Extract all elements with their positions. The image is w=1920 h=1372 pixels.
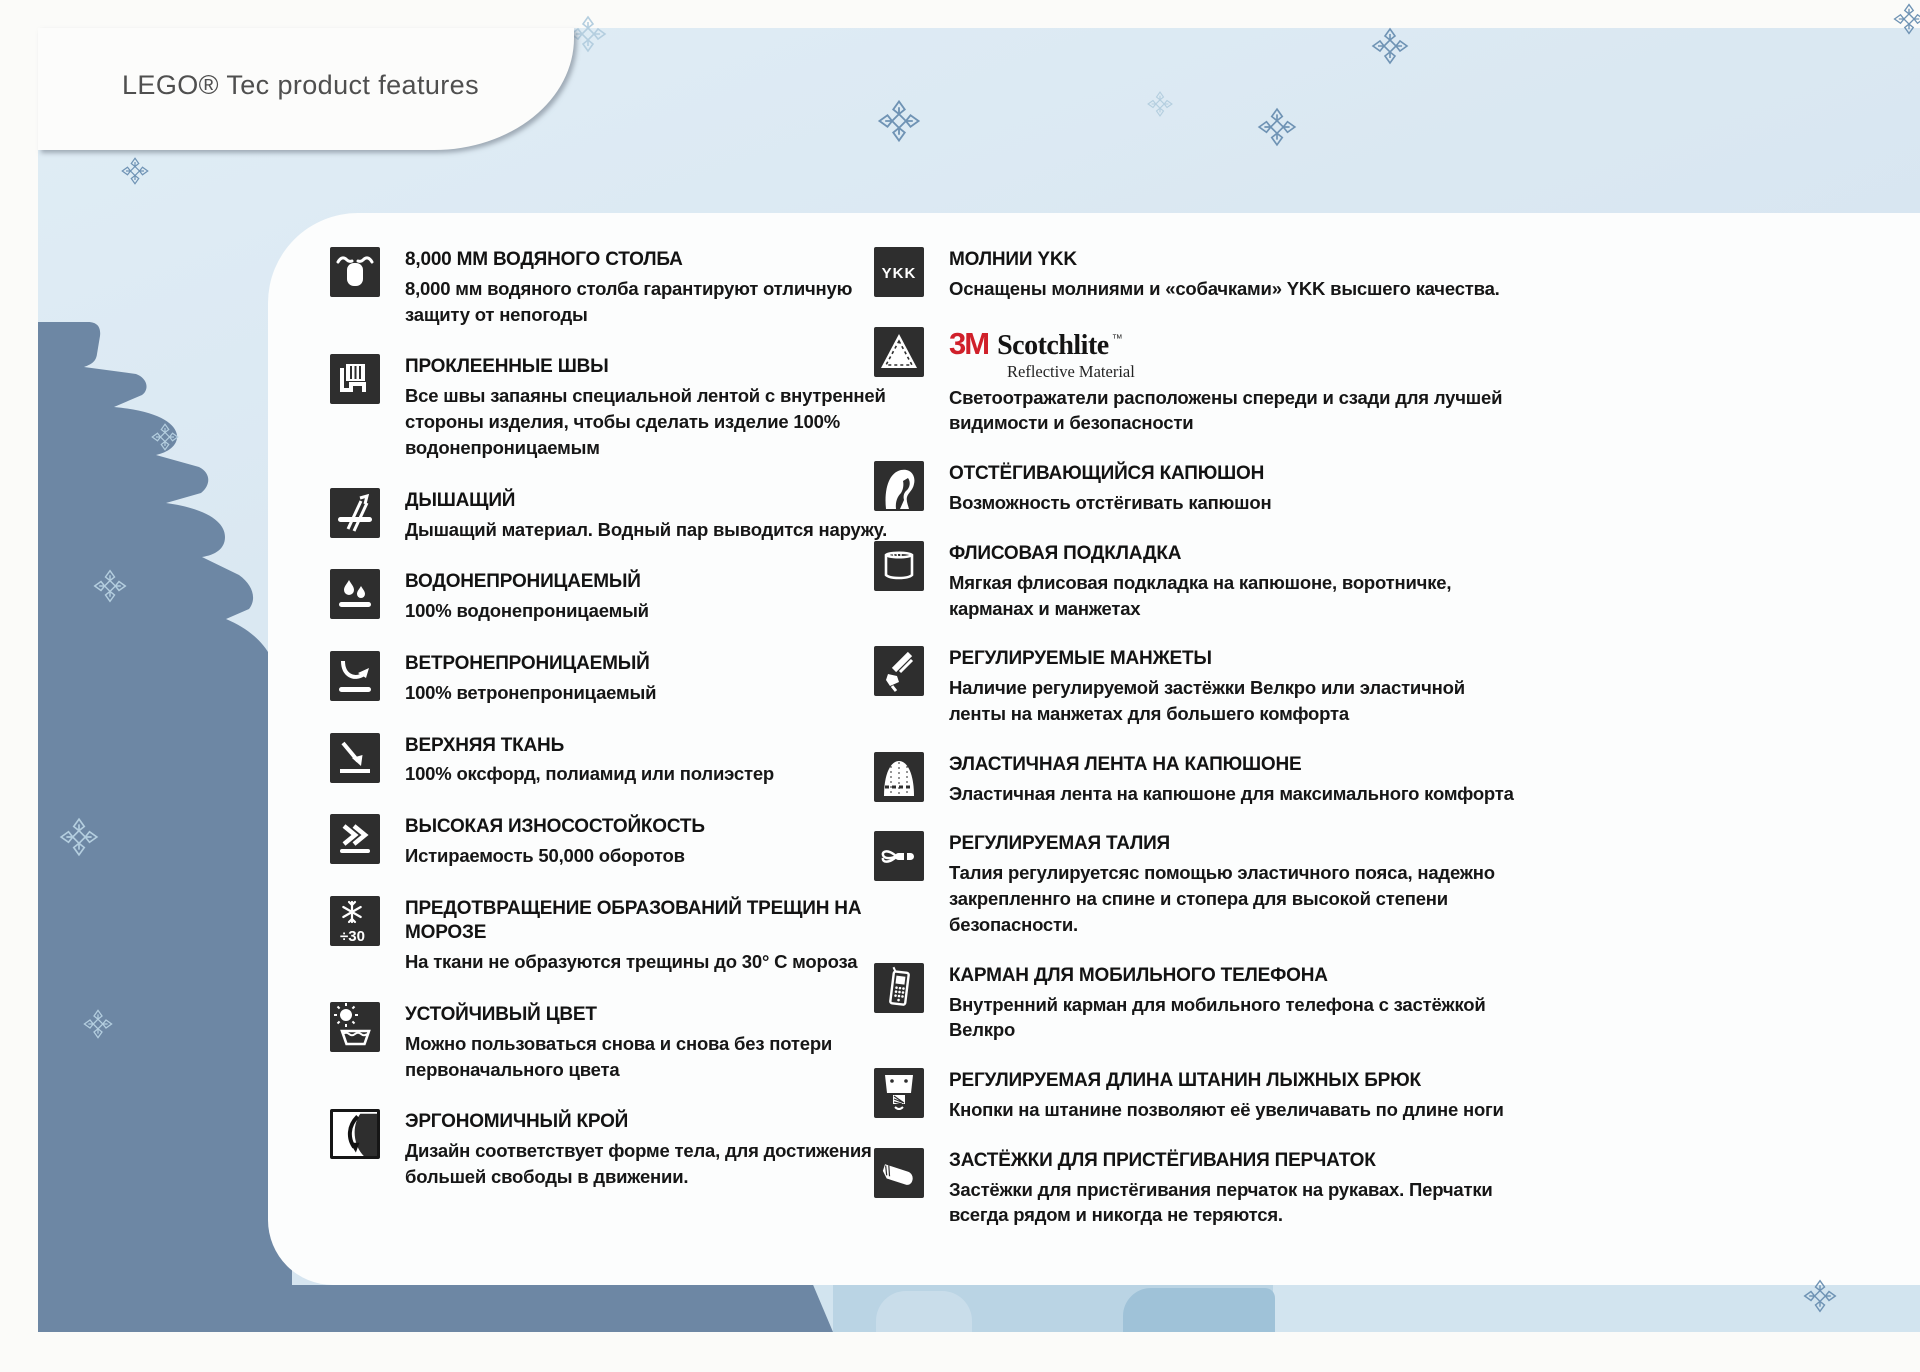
feature-text	[949, 461, 1271, 516]
feature-title: РЕГУЛИРУЕМЫЕ МАНЖЕТЫ	[949, 648, 1212, 670]
feature-text	[949, 963, 1514, 1043]
feature-title: ОТСТЁГИВАЮЩИЙСЯ КАПЮШОН	[949, 463, 1265, 485]
snowflake-icon	[150, 422, 180, 452]
feature-desc: Дизайн соответствует форме тела, для достижения большей свободы в движении.	[405, 1140, 872, 1188]
feature-row	[874, 1068, 1514, 1123]
snowflake-icon	[82, 1008, 114, 1040]
fleece-lining-icon	[874, 541, 924, 591]
feature-row	[330, 354, 905, 460]
snowflake-icon	[568, 14, 608, 54]
colorfast-icon	[330, 1002, 380, 1052]
glove-attachment-icon	[874, 1148, 924, 1198]
snowflake-icon	[1892, 2, 1920, 36]
feature-row	[330, 733, 905, 788]
detachable-hood-icon	[874, 461, 924, 511]
feature-title: МОЛНИИ YKK	[949, 249, 1077, 270]
feature-title: ВЕТРОНЕПРОНИЦАЕМЫЙ	[405, 652, 650, 674]
reflective-triangle-icon	[874, 327, 924, 377]
breathable-icon	[330, 488, 380, 538]
feature-desc: Мягкая флисовая подкладка на капюшоне, воротничке, карманах и манжетах	[949, 571, 1452, 619]
feature-desc: Светоотражатели расположены спереди и сзади для лучшей видимости и безопасности	[949, 386, 1503, 434]
feature-row	[874, 327, 1514, 437]
feature-text	[405, 488, 887, 543]
feature-row	[330, 1002, 905, 1082]
feature-desc: Талия регулируетсяс помощью эластичного пояса, надежно закрепленнго на спине и стопера для высокой степени безопасности.	[949, 862, 1495, 935]
feature-title: ПРОКЛЕЕННЫЕ ШВЫ	[405, 356, 609, 378]
feature-text	[405, 1002, 905, 1082]
feature-desc: 100% оксфорд, полиамид или полиэстер	[405, 763, 775, 785]
feature-text	[405, 247, 905, 327]
snowflake-icon	[876, 98, 922, 144]
band-dark-segment	[38, 1285, 833, 1332]
feature-desc: 8,000 мм водяного столба гарантируют отличную защиту от непогоды	[405, 277, 853, 325]
feature-text	[405, 569, 649, 624]
feature-text	[949, 1068, 1504, 1123]
outer-fabric-icon	[330, 733, 380, 783]
feature-row	[874, 541, 1514, 621]
feature-text	[949, 752, 1514, 807]
waterproof-icon	[330, 569, 380, 619]
feature-title: УСТОЙЧИВЫЙ ЦВЕТ	[405, 1003, 597, 1025]
content-panel	[268, 213, 1920, 1285]
feature-text	[949, 1148, 1514, 1228]
feature-desc: Кнопки на штанине позволяют её увеличавать по длине ноги	[949, 1098, 1504, 1120]
feature-row	[874, 461, 1514, 516]
feature-title: ЗАСТЁЖКИ ДЛЯ ПРИСТЁГИВАНИЯ ПЕРЧАТОК	[949, 1149, 1376, 1171]
feature-text	[405, 896, 905, 975]
phone-pocket-icon	[874, 963, 924, 1013]
snowflake-icon	[58, 816, 100, 858]
feature-title: КАРМАН ДЛЯ МОБИЛЬНОГО ТЕЛЕФОНА	[949, 964, 1328, 986]
feature-title: ЭРГОНОМИЧНЫЙ КРОЙ	[405, 1111, 629, 1133]
feature-row	[330, 814, 905, 869]
feature-title: ВЕРХНЯЯ ТКАНЬ	[405, 734, 565, 756]
mountain-tree-silhouette	[38, 322, 292, 1285]
ykk-zipper-icon	[874, 247, 924, 297]
feature-desc: Наличие регулируемой застёжки Велкро или эластичной ленты на манжетах для большего комфорта	[949, 677, 1465, 724]
feature-text	[405, 1109, 905, 1189]
frost-resistance-icon	[330, 896, 380, 946]
ergonomic-cut-icon	[330, 1109, 380, 1159]
band-blob-medium	[1123, 1288, 1275, 1332]
feature-text	[949, 327, 1514, 437]
snowflake-icon	[1146, 90, 1174, 118]
feature-desc: 100% водонепроницаемый	[405, 600, 649, 622]
feature-row	[874, 1148, 1514, 1228]
page-title: LEGO® Tec product features	[122, 70, 479, 100]
band-blob-light	[876, 1291, 972, 1332]
svg-text:÷30: ÷30	[340, 927, 365, 945]
feature-desc: Застёжки для пристёгивания перчаток на рукавах. Перчатки всегда рядом и никогда не теряются.	[949, 1178, 1493, 1226]
feature-desc: Эластичная лента на капюшоне для максимального комфорта	[949, 782, 1514, 804]
feature-title: ФЛИСОВАЯ ПОДКЛАДКА	[949, 542, 1182, 564]
feature-row	[874, 831, 1514, 937]
abrasion-resistance-icon	[330, 814, 380, 864]
feature-title: ПРЕДОТВРАЩЕНИЕ ОБРАЗОВАНИЙ ТРЕЩИН НА МОРОЗЕ	[405, 897, 862, 944]
adjustable-waist-icon	[874, 831, 924, 881]
feature-title: 8,000 ММ ВОДЯНОГО СТОЛБА	[405, 249, 683, 270]
brand-subtitle: Reflective Material	[1007, 361, 1135, 381]
feature-text	[405, 814, 705, 869]
snowflake-icon	[1370, 26, 1410, 66]
brand-3m-mark: 3M	[949, 325, 989, 361]
feature-text	[405, 354, 905, 460]
feature-desc: Истираемость 50,000 оборотов	[405, 844, 685, 866]
brand-3m-scotchlite-logo	[949, 325, 1514, 361]
feature-text	[949, 646, 1514, 726]
pant-length-icon	[874, 1068, 924, 1118]
header-tab	[38, 28, 574, 150]
feature-title: ВЫСОКАЯ ИЗНОСОСТОЙКОСТЬ	[405, 816, 705, 838]
feature-desc: Внутренний карман для мобильного телефона с застёжкой Велкро	[949, 993, 1486, 1041]
adjustable-cuffs-icon	[874, 646, 924, 696]
feature-column-right	[874, 247, 1514, 1228]
feature-desc: Оснащены молниями и «собачками» YKK высшего качества.	[949, 277, 1500, 299]
feature-desc: На ткани не образуются трещины до 30° С мороза	[405, 951, 858, 973]
feature-text	[949, 541, 1514, 621]
feature-row	[874, 247, 1514, 302]
feature-desc: Все швы запаяны специальной лентой с внутренней стороны изделия, чтобы сделать изделие 100% водонепроницаемым	[405, 385, 886, 458]
feature-title: РЕГУЛИРУЕМАЯ ДЛИНА ШТАНИН ЛЫЖНЫХ БРЮК	[949, 1070, 1421, 1092]
feature-text	[405, 733, 774, 788]
bottom-decor-band	[38, 1285, 1920, 1332]
feature-title: ДЫШАЩИЙ	[405, 489, 516, 511]
feature-row	[874, 963, 1514, 1043]
feature-title: РЕГУЛИРУЕМАЯ ТАЛИЯ	[949, 833, 1171, 855]
brand-scotchlite-name: Scotchlite	[997, 329, 1109, 361]
feature-text	[405, 651, 656, 706]
feature-row	[330, 488, 905, 543]
snowflake-icon	[1256, 106, 1298, 148]
feature-text	[949, 247, 1500, 302]
snowflake-icon	[1802, 1278, 1838, 1314]
brand-trademark-mark: ™	[1111, 332, 1123, 345]
feature-desc: Можно пользоваться снова и снова без потери первоначального цвета	[405, 1032, 833, 1080]
snowflake-icon	[92, 568, 128, 604]
feature-desc: Дышащий материал. Водный пар выводится наружу.	[405, 518, 888, 540]
hood-elastic-icon	[874, 752, 924, 802]
feature-row	[874, 646, 1514, 726]
feature-text	[949, 831, 1514, 937]
taped-seams-icon	[330, 354, 380, 404]
feature-desc: Возможность отстёгивать капюшон	[949, 492, 1272, 514]
feature-row	[330, 569, 905, 624]
feature-row	[330, 247, 905, 327]
feature-column-left	[330, 247, 905, 1190]
snowflake-icon	[120, 156, 150, 186]
feature-row	[874, 752, 1514, 807]
feature-row	[330, 651, 905, 706]
feature-desc: 100% ветронепроницаемый	[405, 681, 657, 703]
water-column-icon	[330, 247, 380, 297]
feature-title: ЭЛАСТИЧНАЯ ЛЕНТА НА КАПЮШОНЕ	[949, 753, 1302, 775]
feature-row	[330, 896, 905, 975]
feature-title: ВОДОНЕПРОНИЦАЕМЫЙ	[405, 571, 641, 593]
windproof-icon	[330, 651, 380, 701]
svg-text:YKK: YKK	[881, 265, 917, 282]
feature-row	[330, 1109, 905, 1189]
